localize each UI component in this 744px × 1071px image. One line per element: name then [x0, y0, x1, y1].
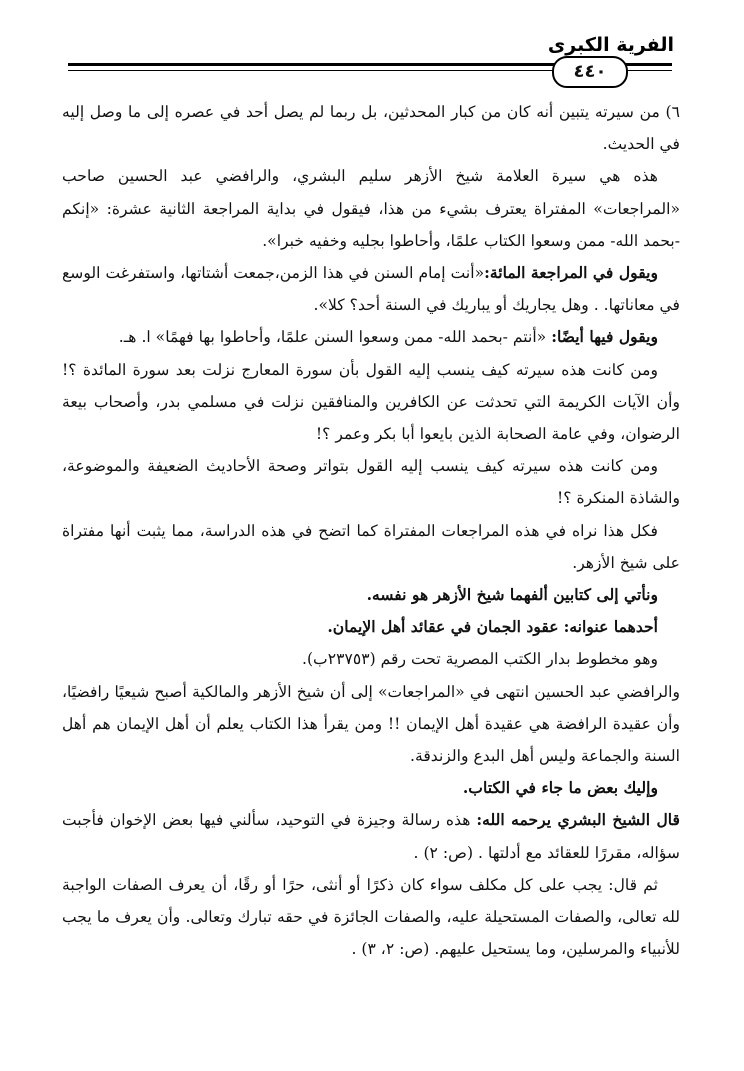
page-number: ٤٤٠	[552, 56, 628, 88]
paragraph-text: هذه رسالة وجيزة في التوحيد، سألني فيها بعض الإخوان فأجبت سؤاله، مقررًا للعقائد مع أدلتها . (ص: ٢) .	[62, 811, 680, 862]
running-title: الفرية الكبرى	[547, 34, 674, 56]
paragraph-text: عقود الجمان في عقائد أهل الإيمان.	[327, 617, 559, 637]
paragraph	[62, 643, 680, 675]
paragraph	[62, 804, 680, 868]
paragraph	[62, 772, 680, 804]
paragraph	[62, 515, 680, 579]
paragraph-text: ثم قال: يجب على كل مكلف سواء كان ذكرًا أو أنثى، حرًا أو رقًا، أن يعرف الصفات الواجبة لله تعالى، والصفات المستحيلة عليه، والصفات الجائزة في حقه تبارك وتعالى. وأن يعرف ما يجب للأنبياء والمرسلين، وما يستحيل عليهم. (ص: ٢، ٣) .	[62, 875, 680, 959]
paragraph-lead: ويقول فيها أيضًا:	[551, 327, 658, 347]
paragraph-lead: ويقول في المراجعة المائة:	[484, 263, 658, 283]
paragraph	[62, 96, 680, 160]
paragraph	[62, 676, 680, 773]
paragraph-lead: أحدهما عنوانه:	[563, 617, 658, 637]
paragraph	[62, 321, 680, 353]
paragraph-text: هذه هي سيرة العلامة شيخ الأزهر سليم البشري، والرافضي عبد الحسين صاحب «المراجعات» المفتراة يعترف بشيء من هذا، فيقول في بداية المراجعة الثانية عشرة: «إنكم -بحمد الله- ممن وسعوا الكتاب علمًا، وأحاطوا بجليه وخفيه خبرا».	[62, 167, 680, 250]
paragraph-lead: قال الشيخ البشري يرحمه الله:	[476, 810, 680, 830]
paragraph	[62, 450, 680, 514]
paragraph-text: وهو مخطوط بدار الكتب المصرية تحت رقم (٢٣٧٥٣ب).	[301, 650, 658, 669]
page-body	[62, 96, 680, 965]
paragraph	[62, 160, 680, 257]
paragraph-lead: ونأتي إلى كتابين ألفهما شيخ الأزهر هو نفسه.	[366, 585, 658, 605]
paragraph-text: والرافضي عبد الحسين انتهى في «المراجعات» إلى أن شيخ الأزهر والمالكية أصبح شيعيًا رافضيًا، وأن عقيدة الرافضة هي عقيدة أهل الإيمان !! ومن يقرأ هذا الكتاب يعلم أن أهل الإيمان هم أهل السنة والجماعة وليس أهل البدع والزندقة.	[62, 682, 680, 766]
paragraph-lead: وإليك بعض ما جاء في الكتاب.	[462, 778, 658, 798]
paragraph	[62, 869, 680, 966]
paragraph-text: ومن كانت هذه سيرته كيف ينسب إليه القول بتواتر وصحة الأحاديث الضعيفة والموضوعة، والشاذة المنكرة ؟!	[62, 457, 680, 508]
paragraph	[62, 579, 680, 611]
paragraph-text: فكل هذا نراه في هذه المراجعات المفتراة كما اتضح في هذه الدراسة، مما يثبت أنها مفتراة على شيخ الأزهر.	[62, 521, 680, 572]
paragraph	[62, 354, 680, 451]
paragraph-text: «أنت إمام السنن في هذا الزمن،جمعت أشتاتها، واستفرغت الوسع في معاناتها. . وهل يجاريك أو يباريك في السنة أحد؟ كلا».	[62, 264, 680, 315]
paragraph-text: ومن كانت هذه سيرته كيف ينسب إليه القول بأن سورة المعارج نزلت بعد سورة المائدة ؟! وأن الآيات الكريمة التي تحدثت عن الكافرين والمنافقين نزلت في مسلمي بدر، وأصحاب بيعة الرضوان، وفي عامة الصحابة الذين بايعوا أبا بكر وعمر ؟!	[62, 360, 680, 444]
paragraph	[62, 611, 680, 643]
paragraph-text: ٦) من سيرته يتبين أنه كان من كبار المحدثين، بل ربما لم يصل أحد في عصره إلى ما وصل إليه في الحديث.	[62, 103, 680, 154]
paragraph-text: «أنتم -بحمد الله- ممن وسعوا السنن علمًا، وأحاطوا بها فهمًا» ا. هـ.	[118, 328, 547, 347]
paragraph	[62, 257, 680, 321]
page-header	[0, 0, 744, 95]
